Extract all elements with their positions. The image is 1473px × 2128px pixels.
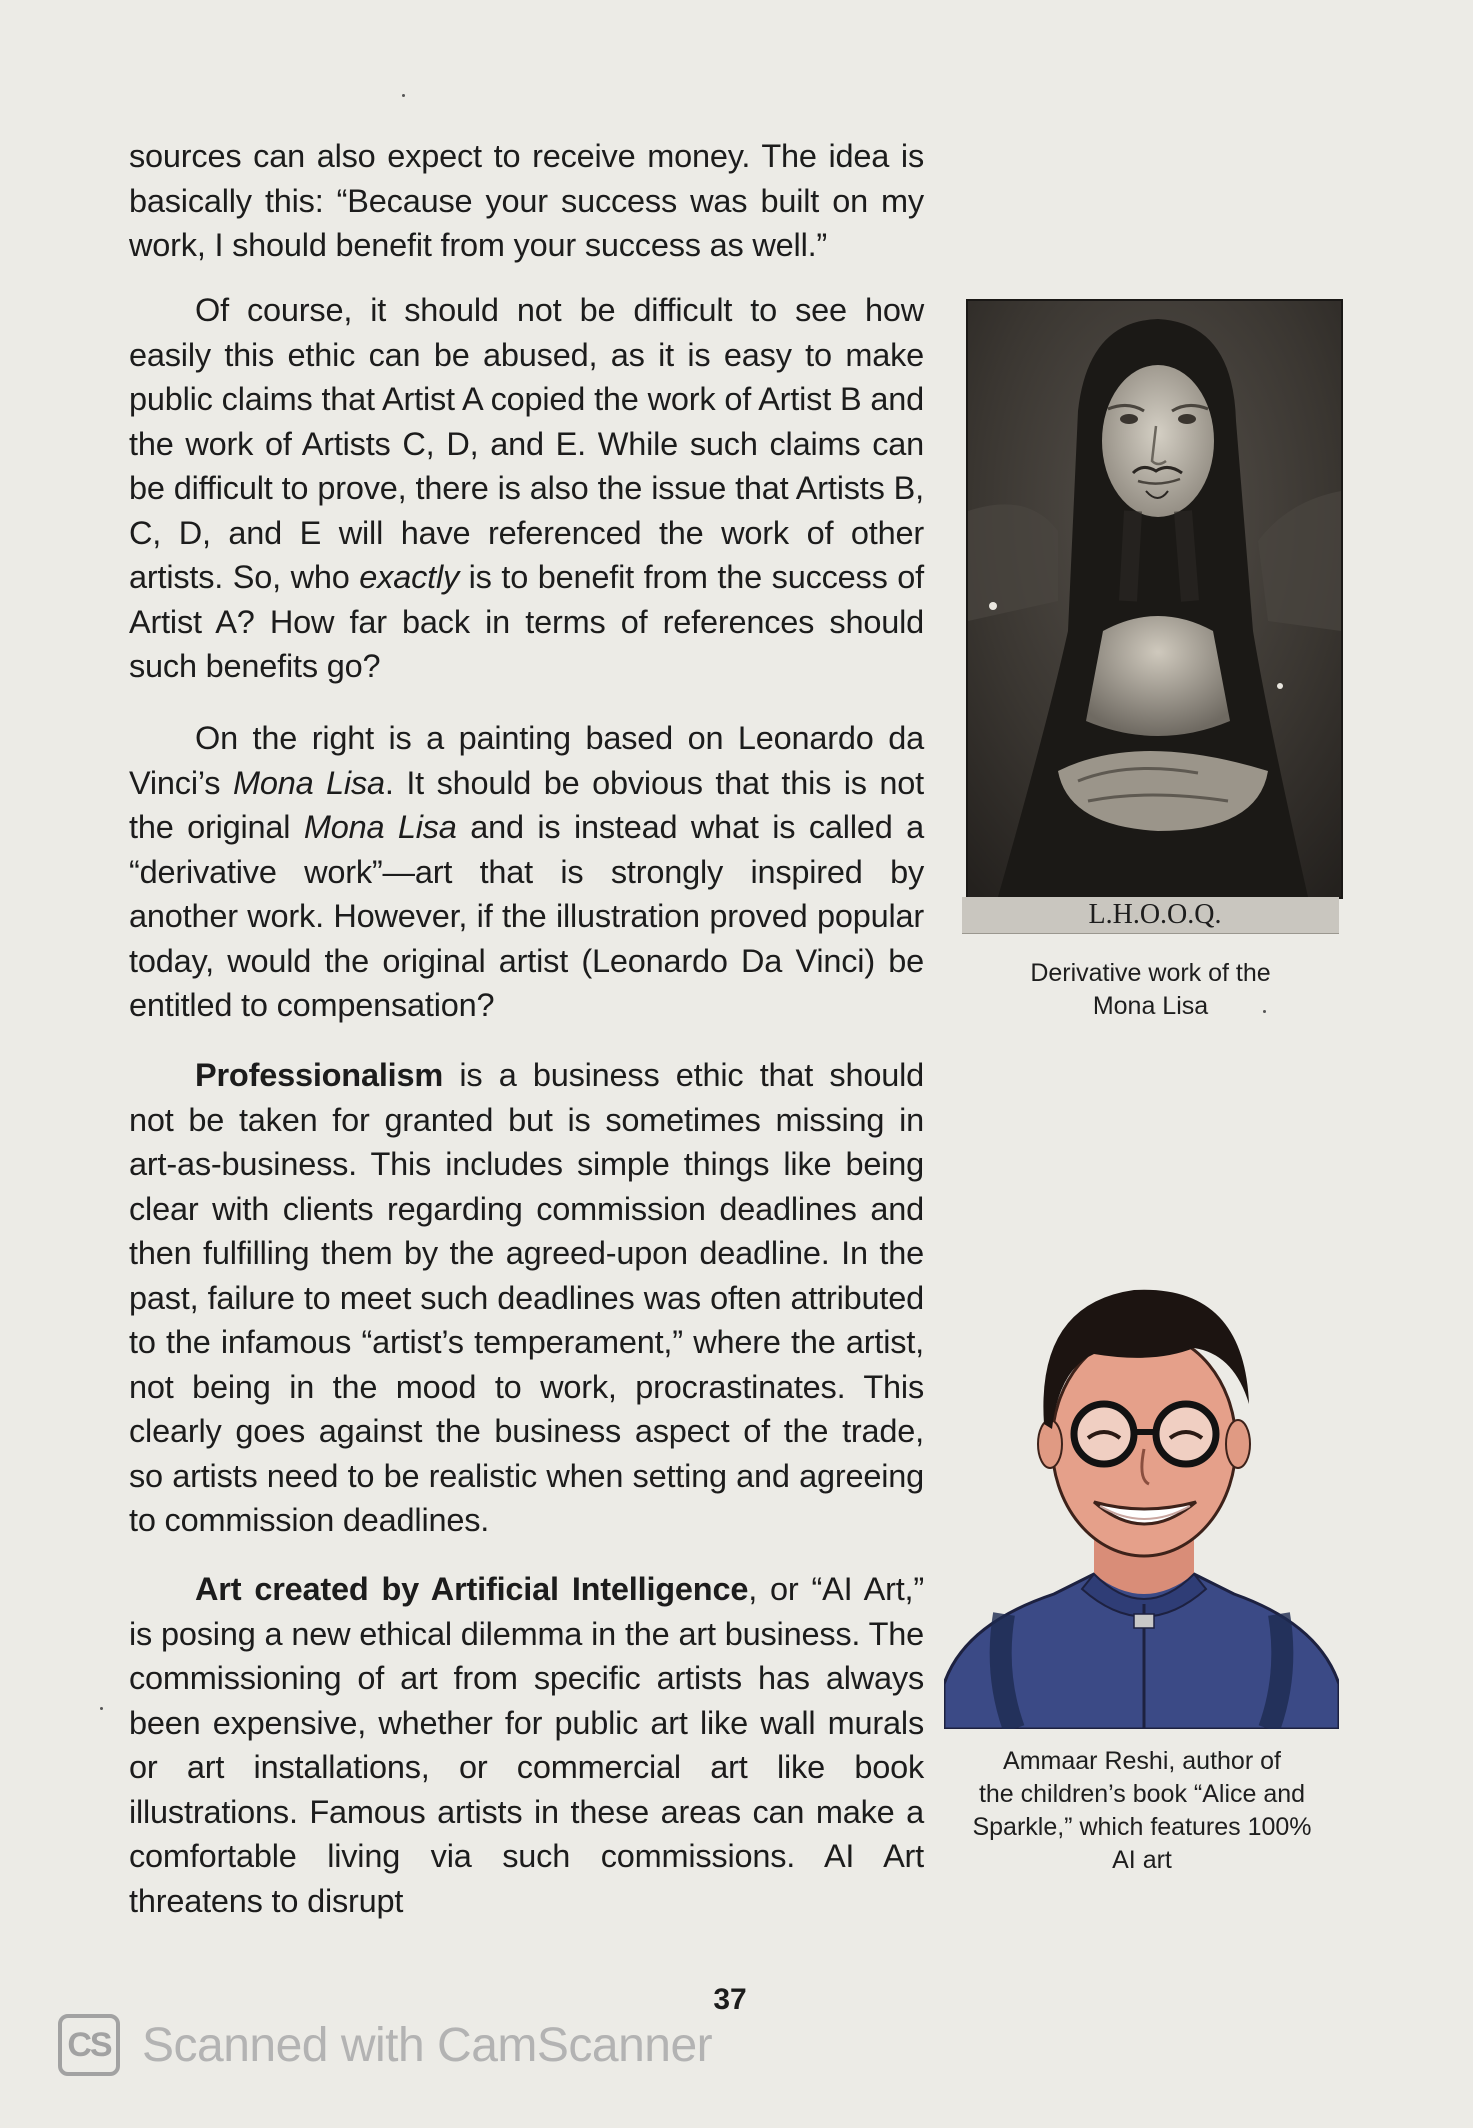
mona-lisa-caption <box>962 957 1339 1023</box>
paragraph-2 <box>129 288 924 689</box>
paragraph-4-text <box>129 1053 924 1543</box>
paragraph-4-rest: is a business ethic that should not be taken for granted but is sometimes missing in art-as-business. This includes simple things like being clear with clients regarding commission deadlines and then fulfilling them by the agreed-upon deadline. In the past, failure to meet such deadlines was often attributed to the infamous “artist’s temperament,” where the artist, not being in the mood to work, procrastinates. This clearly goes against the business aspect of the trade, so artists need to be realistic when setting and agreeing to commission deadlines. <box>129 1057 924 1538</box>
camscanner-watermark <box>58 2010 712 2080</box>
paragraph-4 <box>129 1053 924 1543</box>
scan-speck <box>1263 1010 1266 1013</box>
paragraph-3 <box>129 716 924 1028</box>
paragraph-5-rest: , or “AI Art,” is posing a new ethical dilemma in the art business. The commissioning of art from specific artists has always been expensive, whether for public art like wall murals or art installations, or commercial art like book illustrations. Famous artists in these areas can make a comfortable living via such commissions. AI Art threatens to disrupt <box>129 1571 924 1919</box>
paragraph-1-text: sources can also expect to receive money. The idea is basically this: “Because your success was built on my work, I should benefit from your success as well.” <box>129 138 924 263</box>
mona-lisa-caption-line-1: Derivative work of the <box>1030 959 1271 987</box>
term-professionalism: Professionalism <box>195 1057 444 1093</box>
ammaar-reshi-portrait-image <box>944 1284 1339 1729</box>
portrait-caption <box>942 1745 1342 1877</box>
mona-lisa-derivative-image <box>966 299 1343 899</box>
paragraph-3-text <box>129 716 924 1028</box>
camscanner-logo-icon: CS <box>58 2014 120 2076</box>
portrait-caption-line-4: AI art <box>1112 1846 1172 1874</box>
paragraph-3-part-a: On the right is a painting based on Leonardo da Vinci’s <box>129 720 924 801</box>
portrait-illustration <box>944 1284 1339 1729</box>
portrait-caption-line-2: the children’s book “Alice and <box>978 1780 1306 1808</box>
mona-lisa-caption-line-2: Mona Lisa <box>1092 992 1209 1020</box>
paragraph-5-text <box>129 1567 924 1923</box>
scan-speck <box>100 1707 103 1710</box>
term-ai-art: Art created by Artificial Intelligence <box>195 1571 749 1607</box>
portrait-caption-line-1: Ammaar Reshi, author of <box>1003 1747 1281 1775</box>
watermark-text: Scanned with CamScanner <box>142 2018 713 2072</box>
lhooq-title-label: L.H.O.O.Q. <box>1088 899 1222 930</box>
paragraph-1 <box>129 134 924 268</box>
portrait-caption-line-3: Sparkle,” which features 100% <box>972 1813 1312 1841</box>
paragraph-3-part-b: . It should be obvious that this is not the original <box>129 764 925 845</box>
paragraph-5 <box>129 1567 924 1923</box>
page-number: 37 <box>713 1983 747 2016</box>
paragraph-2-text <box>129 288 924 689</box>
paragraph-2-part-a: Of course, it should not be difficult to see how easily this ethic can be abused, as it is easy to make public claims that Artist A copied the work of Artist B and the work of Artists C, D, and E. While such claims can be difficult to prove, there is also the issue that Artists B, C, D, and E will have referenced the work of other artists. So, who <box>129 292 924 595</box>
emphasis-mona-lisa-2: Mona Lisa <box>303 809 457 845</box>
emphasis-mona-lisa-1: Mona Lisa <box>232 764 385 801</box>
mona-lisa-painting-illustration <box>968 301 1341 897</box>
emphasis-exactly: exactly <box>359 559 460 595</box>
scan-speck <box>402 94 405 97</box>
paragraph-3-part-c: and is instead what is called a “derivative work”—art that is strongly inspired by another work. However, if the illustration proved popular today, would the original artist (Leonardo Da Vinci) be entitled to compensation? <box>129 809 924 1023</box>
paragraph-2-part-b: is to benefit from the success of Artist A? How far back in terms of references should such benefits go? <box>129 559 924 684</box>
